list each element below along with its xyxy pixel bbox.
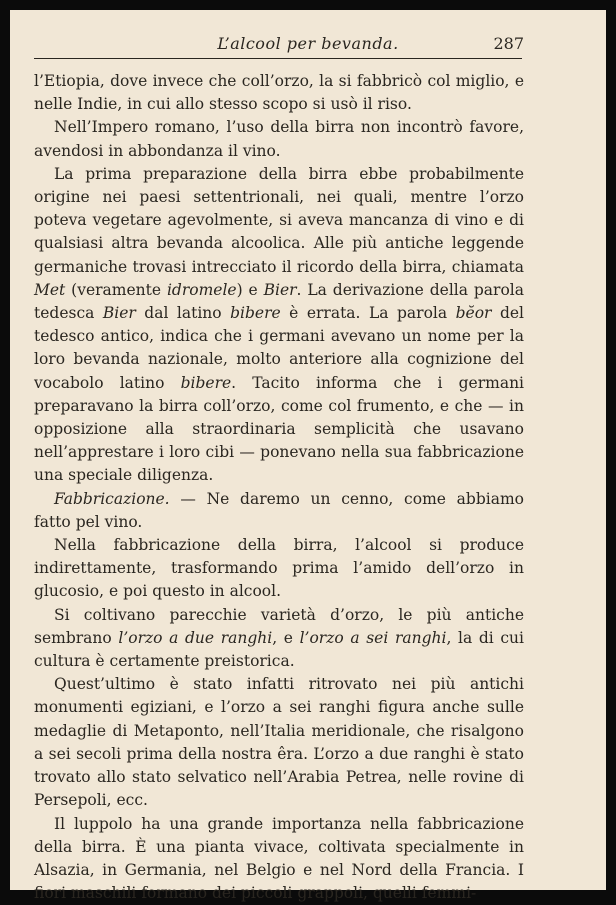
page-number: 287 (493, 34, 524, 53)
italic-term: bĕor (456, 304, 492, 322)
book-page (10, 10, 606, 890)
italic-term: Met (34, 281, 65, 299)
paragraph: Quest’ultimo è stato infatti ritrovato nei più antichi monumenti egiziani, e l’orzo a sei ranghi figura anche sulle medaglie di Metaponto, nell’Italia meridionale, che risalgono a sei secoli prima della nostra êra. L’orzo a due ranghi è stato trovato allo stato selvatico nell’Arabia Petrea, nelle rovine di Persepoli, ecc. (34, 673, 524, 812)
paragraph: l’Etiopia, dove invece che coll’orzo, la si fabbricò col miglio, e nelle Indie, in cui allo stesso scopo si usò il riso. (34, 70, 524, 116)
paragraph (34, 604, 524, 674)
text-run: (veramente (65, 281, 167, 299)
paragraph (34, 163, 524, 488)
header-rule (34, 58, 522, 59)
text-run: . La derivazione della parola tedesca (34, 281, 524, 322)
text-run: La prima preparazione della birra ebbe probabilmente origine nei paesi settentrionali, nei quali, mentre l’orzo poteva vegetare agevolmente, si aveva mancanza di vino e di qualsiasi altra bevanda alcoolica. Alle più antiche leggende germaniche trovasi intrecciato il ricordo della birra, chiamata (34, 165, 524, 276)
text-run: dal latino (136, 304, 230, 322)
italic-term: Fabbricazione. (54, 490, 170, 508)
paragraph: Il luppolo ha una grande importanza nella fabbricazione della birra. È una pianta vivace, coltivata specialmente in Alsazia, in Germania, nel Belgio e nel Nord della Francia. I fiori maschili formano dei piccoli grappoli, quelli femmi- (34, 813, 524, 905)
body-text (34, 70, 524, 905)
paragraph (34, 488, 524, 534)
page-header (10, 26, 606, 56)
paragraph: Nella fabbricazione della birra, l’alcool si produce indirettamente, trasformando prima l’amido dell’orzo in glucosio, e poi questo in alcool. (34, 534, 524, 604)
text-run: . Tacito informa che i germani preparavano la birra coll’orzo, come col frumento, e che — in opposizione alla straordinaria semplicità che usavano nell’apprestare i loro cibi — ponevano nella sua fabbricazione una speciale diligenza. (34, 374, 524, 485)
text-run: , la di cui cultura è certamente preistorica. (34, 629, 524, 670)
italic-term: idromele (167, 281, 237, 299)
italic-term: Bier (264, 281, 297, 299)
text-run: è errata. La parola (281, 304, 456, 322)
italic-term: l’orzo a due ranghi (118, 629, 272, 647)
italic-term: bibere (230, 304, 281, 322)
text-run: del tedesco antico, indica che i germani avevano un nome per la loro bevanda nazionale, molto anteriore alla cognizione del vocabolo latino (34, 304, 524, 392)
text-run: ) e (237, 281, 264, 299)
italic-term: Bier (103, 304, 136, 322)
text-run: Si coltivano parecchie varietà d’orzo, le più antiche sembrano (34, 606, 524, 647)
paragraph: Nell’Impero romano, l’uso della birra non incontrò favore, avendosi in abbondanza il vino. (34, 116, 524, 162)
text-run: — Ne daremo un cenno, come abbiamo fatto pel vino. (34, 490, 524, 531)
italic-term: l’orzo a sei ranghi (300, 629, 447, 647)
text-run: , e (272, 629, 299, 647)
running-title: L’alcool per bevanda. (10, 34, 606, 53)
italic-term: bibere (181, 374, 232, 392)
